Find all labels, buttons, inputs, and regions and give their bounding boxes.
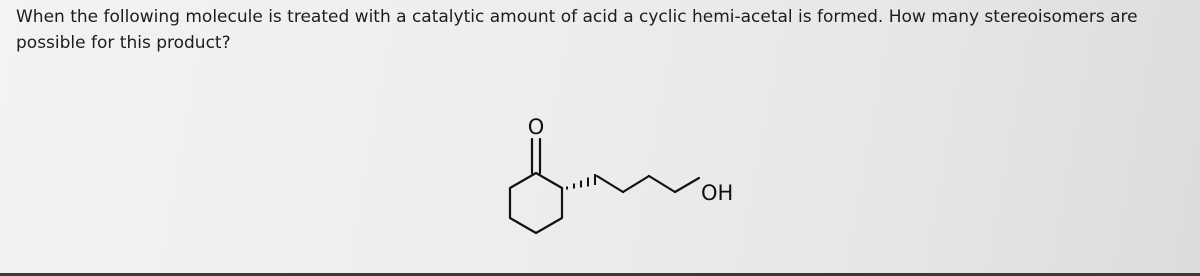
hydroxyl-label: OH xyxy=(701,181,734,205)
carbonyl-oxygen-label: O xyxy=(527,115,545,139)
cyclohexane-ring xyxy=(510,173,562,233)
hashed-wedge-bond xyxy=(567,174,595,190)
question-text: When the following molecule is treated with a catalytic amount of acid a cyclic hemi-acetal is formed. How many stereoisomers are possible for this product? xyxy=(16,7,1138,53)
chain-bond-4 xyxy=(675,178,699,192)
chain-bond-3 xyxy=(649,176,675,192)
chain-bond-1 xyxy=(597,176,623,192)
chain-bond-2 xyxy=(623,176,649,192)
